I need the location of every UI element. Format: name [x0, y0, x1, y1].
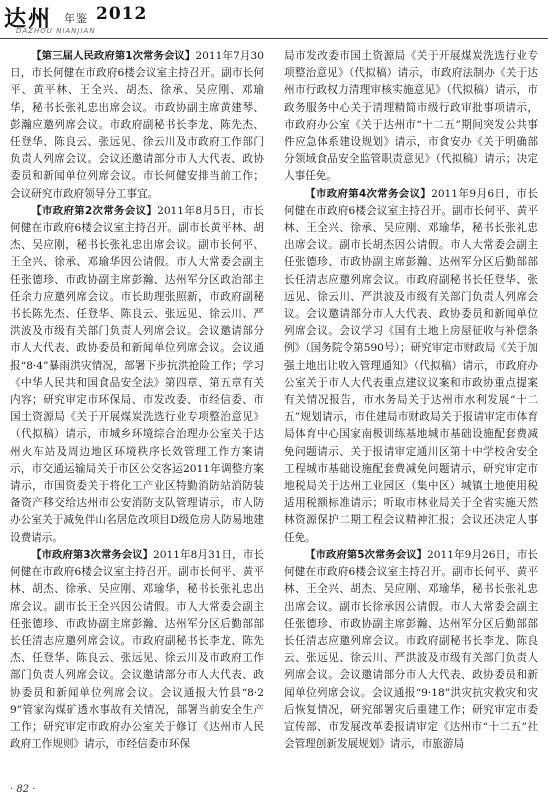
yearbook-subtitle: DAZHOU NIANJIAN: [16, 27, 96, 35]
page-number: · 82 ·: [10, 784, 36, 795]
meeting-entry: [10, 48, 264, 203]
yearbook-logo: 达州: [4, 6, 53, 32]
meeting-title: 【第三届人民政府第1次常务会议】: [31, 50, 196, 62]
right-column: [284, 48, 538, 753]
yearbook-year: 2012: [96, 4, 148, 24]
meeting-entry-continued: [284, 48, 538, 186]
meeting-title: 【市政府第2次常务会议】: [31, 204, 158, 217]
meeting-title: 【市政府第4次常务会议】: [305, 187, 432, 200]
meeting-title: 【市政府第3次常务会议】: [31, 548, 154, 561]
meeting-entry: [10, 547, 264, 753]
meeting-body: 2011年8月31日，市长何健在市政府6楼会议室主持召开。副市长何平、黄平林、胡杰、徐承、吴应刚、邓瑜华，秘书长张礼忠出席会议。副市长王全兴因公请假。市人大常委会副主任张德珍、市政协副主席彭瀚、达州军分区后勤部部长任清志应邀列席会议。市政府副秘书长李龙、陈先杰、任登华、陈良云、张远见、徐云川及市政府工作部门负责人列席会议。会议邀请部分市人大代表、政协委员和新闻单位列席会议。会议通报大竹县“8·29”管家沟煤矿透水事故有关情况，部署当前安全生产工作；研究审定市政府办公室关于修订《达州市人民政府工作规则》请示，市经信委市环保: [10, 548, 265, 751]
page-header: [0, 0, 548, 40]
meeting-body: 2011年8月5日，市长何健在市政府6楼会议室主持召开。副市长黄平林、胡杰、吴应刚，秘书长张礼忠出席会议。副市长何平、王全兴、徐承、邓瑜华因公请假。市人大常委会副主任张德珍、市政协副主席彭瀚、达州军分区政治部主任余力应邀列席会议。市长助理张照新，市政府副秘书长陈先杰、任登华、陈良云、张远见、徐云川、严洪波及市级有关部门负责人列席会议。会议邀请部分市人大代表、政协委员和新闻单位列席会议。会议通报“8·4”暴雨洪灾情况，部署下步抗洪抢险工作；学习《中华人民共和国食品安全法》第四章、第五章有关内容；研究审定市环保局、市发改委、市经信委、市国土资源局《关于开展煤炭洗选行业专项整治意见》（代拟稿）请示，市城乡环境综合治理办公室关于达州火车站及周边地区环境秩序长效管理工作方案请示，市交通运输局关于市区公交客运2011年调整方案请示，市国资委关于将化工产业区特勤消防站消防装备资产移交给达州市公安消防支队管理请示，市人防办公室关于减免伴山名居危改项目D级危房人防易地建设费请示。: [10, 204, 264, 544]
left-column: [10, 48, 264, 753]
meeting-title: 【市政府第5次常务会议】: [305, 548, 428, 561]
meeting-body: 局市发改委市国土资源局《关于开展煤炭洗选行业专项整治意见》（代拟稿）请示，市政府法制办《关于达州市行政权力清理审核实施意见》（代拟稿）请示，市政务服务中心关于清理精简市级行政审批事项请示，市政府办公室《关于达州市“十二五”期间突发公共事件应急体系建设规划》请示，市食安办《关于明确部分领域食品安全监管职责意见》（代拟稿）请示；决定人事任免。: [284, 50, 538, 183]
meeting-entry: [284, 186, 538, 547]
meeting-entry: [284, 547, 538, 753]
yearbook-label: 年鉴: [64, 12, 88, 25]
meeting-body: 2011年9月26日，市长何健在市政府6楼会议室主持召开。副市长何平、黄平林、王全兴、胡杰、吴应刚、邓瑜华，秘书长张礼忠出席会议。副市长徐承因公请假。市人大常委会副主任张德珍、市政协副主席彭瀚、达州军分区后勤部部长任清志应邀列席会议。市政府副秘书长李龙、陈良云、张远见、徐云川、严洪波及市级有关部门负责人列席会议。会议邀请部分市人大代表、政协委员和新闻单位列席会议。会议通报“9·18”洪灾抗灾救灾和灾后恢复情况，研究部署灾后重建工作；研究审定市委宣传部、市发展改革委报请审定《达州市“十二五”社会管理创新发展规划》请示，市旅游局: [284, 548, 539, 751]
header-divider: [0, 38, 548, 39]
meeting-entry: [10, 203, 264, 547]
meeting-body: 2011年9月6日，市长何健在市政府6楼会议室主持召开。副市长何平、黄平林、王全兴、徐承、吴应刚、邓瑜华，秘书长张礼忠出席会议。副市长胡杰因公请假。市人大常委会副主任张德珍、市政协副主席彭瀚、达州军分区后勤部部长任清志应邀列席会议。市政府副秘书长任登华、张远见、徐云川、严洪波及市级有关部门负责人列席会议。会议邀请部分市人大代表、政协委员和新闻单位列席会议。会议学习《国有土地上房屋征收与补偿条例》（国务院令第590号）；研究审定市财政局《关于加强土地出让收入管理通知》（代拟稿）请示，市政府办公室关于市人大代表重点建议议案和市政协重点提案有关情况报告，市水务局关于达州市水利发展“十二五”规划请示，市住建局市财政局关于报请审定市体育局体育中心国家南极训练基地城市基础设施配套费减免问题请示、关于报请审定通川区第十中学校舍安全工程城市基础设施配套费减免问题请示，研究审定市地税局关于达州工业园区（集中区）城镇土地使用税适用税额标准请示；听取市林业局关于全省实施天然林资源保护二期工程会议精神汇报；会议还决定人事任免。: [284, 187, 538, 544]
meeting-body: 2011年7月30日，市长何健在市政府6楼会议室主持召开。副市长何平、黄平林、王全兴、胡杰、徐承、吴应刚、邓瑜华，秘书长张礼忠出席会议。市政协副主席黄建琴、彭瀚应邀列席会议。市政府副秘书长李龙、陈先杰、任登华、陈良云、张远见、徐云川及市政府工作部门负责人列席会议。会议还邀请部分市人大代表、政协委员和新闻单位列席会议。市长何健安排当前工作；会议研究市政府领导分工事宜。: [10, 50, 264, 200]
